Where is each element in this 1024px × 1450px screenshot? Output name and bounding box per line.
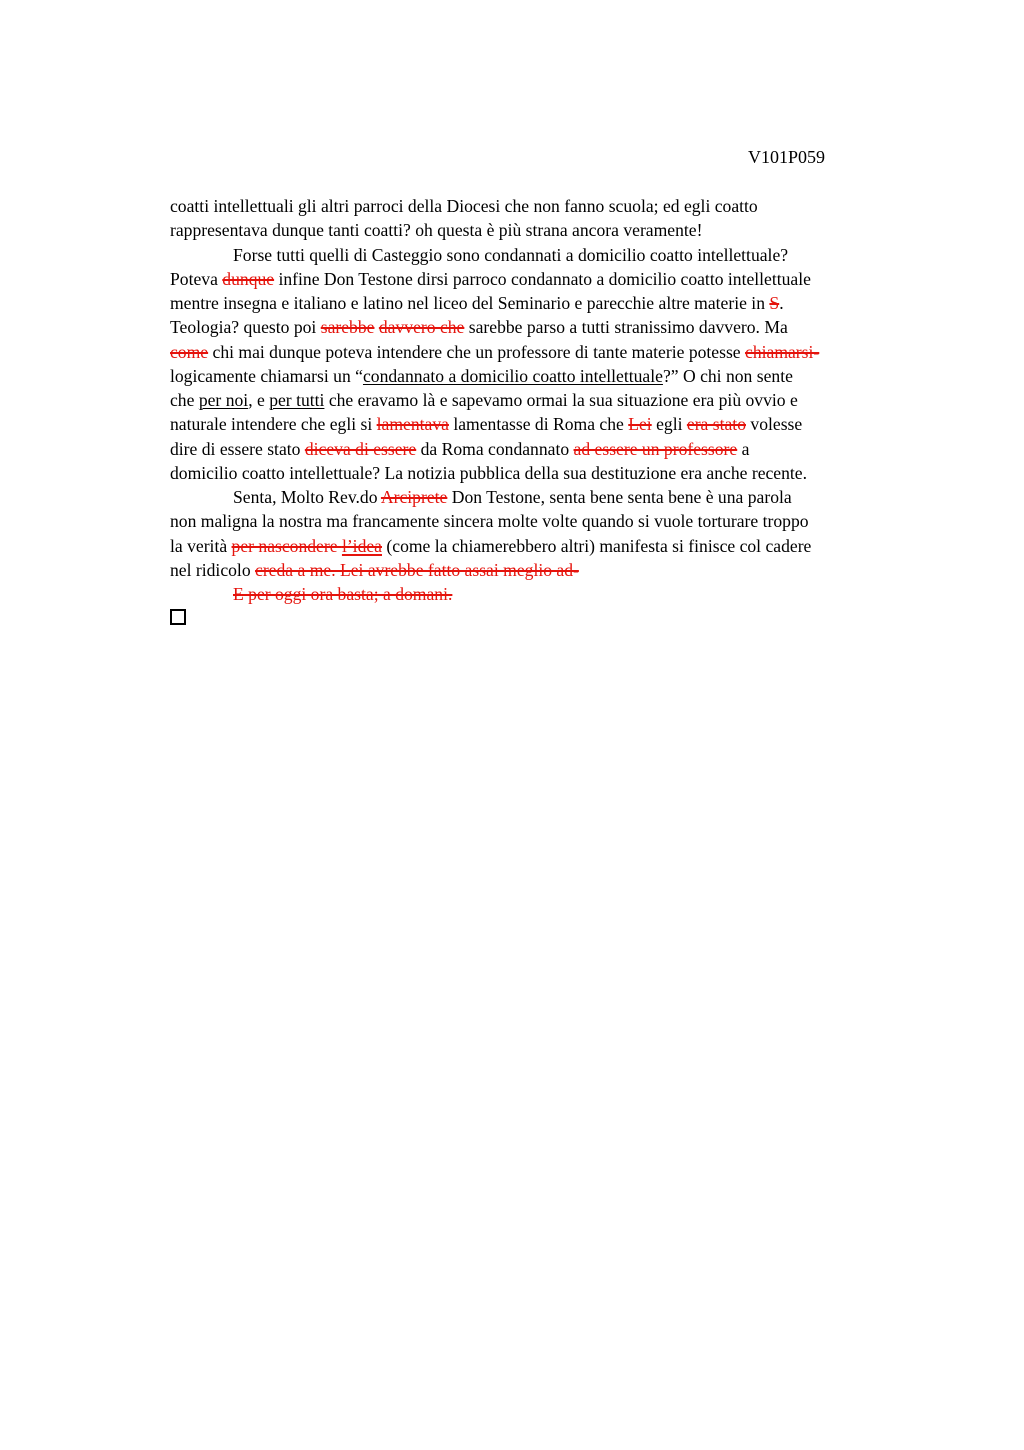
text-run: infine Don Testone dirsi parroco condannato a domicilio coatto intellettuale xyxy=(274,268,811,289)
page-code: V101P059 xyxy=(748,147,826,167)
text-run: chi mai dunque poteva intendere che un professore di tante materie potesse xyxy=(208,341,746,362)
text-run: ?” O chi non sente xyxy=(662,365,793,386)
text-line xyxy=(170,388,970,412)
document-body xyxy=(170,194,970,629)
text-run: domicilio coatto intellettuale? La notizia pubblica della sua destituzione era anche recente. xyxy=(170,462,808,483)
deleted-text: creda a me. Lei avrebbe fatto assai meglio ad- xyxy=(255,559,579,580)
text-line xyxy=(170,558,970,582)
text-run: coatti intellettuali gli altri parroci della Diocesi che non fanno scuola; ed egli coatto xyxy=(170,196,758,216)
deleted-text: lamentava xyxy=(376,414,449,435)
underlined-text: per tutti xyxy=(269,390,325,410)
deleted-text: Arciprete xyxy=(380,487,448,507)
deleted-underlined-text: l’idea xyxy=(341,535,382,556)
text-line xyxy=(170,194,970,218)
text-run: . xyxy=(779,293,784,313)
deleted-text: Lei xyxy=(628,414,652,435)
text-run: Teologia? questo poi xyxy=(170,317,321,338)
text-run: dire di essere stato xyxy=(170,438,305,459)
text-run: Forse tutti quelli di Casteggio sono condannati a domicilio coatto intellettuale? xyxy=(233,244,789,265)
deleted-text: S xyxy=(769,293,780,313)
text-line xyxy=(170,291,970,315)
deleted-text: per nascondere xyxy=(231,535,342,556)
text-run: mentre insegna e italiano e latino nel liceo del Seminario e parecchie altre materie in xyxy=(170,293,770,313)
deleted-text: davvero che xyxy=(378,317,465,338)
text-run: rappresentava dunque tanti coatti? oh questa è più strana ancora veramente! xyxy=(170,220,703,241)
deleted-text: chiamarsi- xyxy=(745,341,820,362)
text-run: volesse xyxy=(746,414,803,435)
deleted-text: ad essere un professore xyxy=(573,438,738,459)
deleted-text: E per oggi ora basta; a domani. xyxy=(233,584,453,604)
text-line xyxy=(170,485,970,509)
text-run: sarebbe parso a tutti stranissimo davvero. Ma xyxy=(464,317,788,338)
empty-square-icon xyxy=(170,609,186,625)
deleted-text: sarebbe xyxy=(320,317,375,338)
text-run: a xyxy=(737,438,750,459)
text-run: naturale intendere che egli si xyxy=(170,414,377,435)
text-line xyxy=(170,412,970,436)
text-run: (come la chiamerebbero altri) manifesta si finisce col cadere xyxy=(382,535,812,556)
text-run: Poteva xyxy=(170,268,223,289)
text-line xyxy=(170,218,970,242)
deleted-text: diceva di essere xyxy=(304,438,417,459)
deleted-text: dunque xyxy=(222,268,275,289)
text-line xyxy=(170,461,970,485)
text-line xyxy=(170,509,970,533)
text-run: da Roma condannato xyxy=(416,438,574,459)
underlined-text: per noi xyxy=(198,390,249,410)
text-line xyxy=(170,243,970,267)
text-run: non maligna la nostra ma francamente sincera molte volte quando si vuole torturare troppo xyxy=(170,511,809,532)
text-run: nel ridicolo xyxy=(170,559,256,580)
deleted-text: era stato xyxy=(686,414,746,435)
text-run: egli xyxy=(651,414,687,435)
text-line xyxy=(170,315,970,339)
text-line xyxy=(170,582,970,606)
text-run: che xyxy=(170,390,199,410)
text-line xyxy=(170,437,970,461)
text-run: lamentasse di Roma che xyxy=(448,414,629,435)
text-run: Senta, Molto Rev.do xyxy=(233,487,381,507)
text-run: logicamente chiamarsi un “ xyxy=(170,365,363,386)
text-line xyxy=(170,534,970,558)
text-run: , e xyxy=(248,390,270,410)
end-mark-row xyxy=(170,609,970,629)
text-line xyxy=(170,340,970,364)
text-run: Don Testone, senta bene senta bene è una parola xyxy=(447,487,792,507)
text-line xyxy=(170,267,970,291)
deleted-text: come xyxy=(170,341,209,362)
underlined-text: condannato a domicilio coatto intellettuale xyxy=(362,365,663,386)
text-run: che eravamo là e sapevamo ormai la sua situazione era più ovvio e xyxy=(324,390,798,410)
text-run: la verità xyxy=(170,535,232,556)
text-line xyxy=(170,364,970,388)
